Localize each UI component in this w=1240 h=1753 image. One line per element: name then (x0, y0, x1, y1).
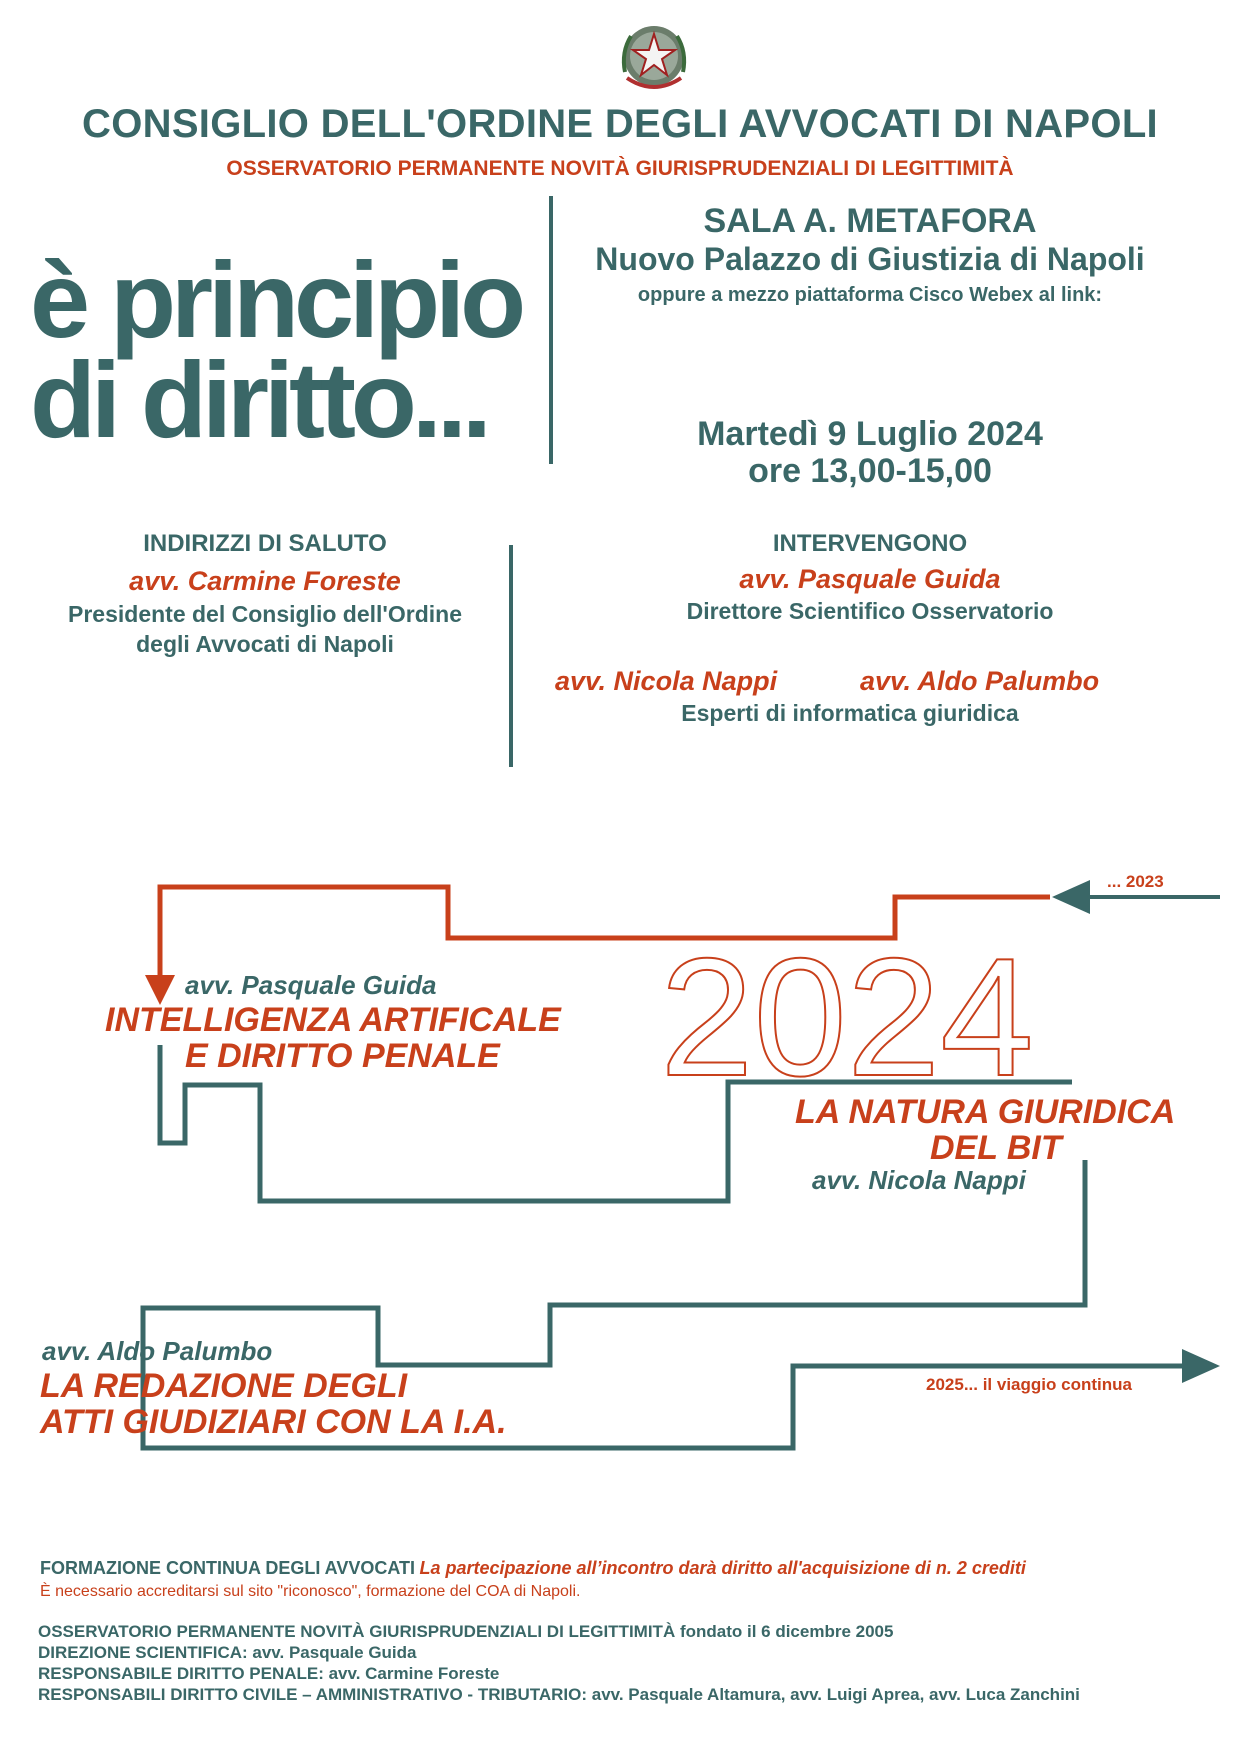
venue-building: Nuovo Palazzo di Giustizia di Napoli (595, 241, 1145, 277)
talk-2-title-line2: DEL BIT (930, 1129, 1062, 1167)
greetings-heading: INDIRIZZI DI SALUTO (143, 530, 387, 557)
training-line (40, 1558, 1220, 1579)
footer-line-1: OSSERVATORIO PERMANENTE NOVITÀ GIURISPRUDENZIALI DI LEGITTIMITÀ fondato il 6 dicembre 2005 (38, 1622, 894, 1641)
speaker-role-2: Esperti di informatica giuridica (681, 700, 1019, 726)
talk-1-title-line2: E DIRITTO PENALE (185, 1037, 500, 1075)
event-time: ore 13,00-15,00 (748, 452, 992, 490)
talk-1-speaker: avv. Pasquale Guida (185, 970, 437, 1000)
timeline-start-label: ... 2023 (1107, 872, 1164, 891)
training-label: FORMAZIONE CONTINUA DEGLI AVVOCATI (40, 1558, 415, 1578)
talk-3-title-line1: LA REDAZIONE DEGLI (40, 1367, 408, 1405)
event-name-line2: di diritto... (30, 339, 487, 460)
accreditation-note: È necessario accreditarsi sul sito "riconosco", formazione del COA di Napoli. (40, 1583, 581, 1600)
event-name-line1: è principio (30, 239, 522, 360)
arrow-right-icon (1182, 1349, 1220, 1383)
footer-line-4: RESPONSABILI DIRITTO CIVILE – AMMINISTRATIVO - TRIBUTARIO: avv. Pasquale Altamura, avv. Luigi Aprea, avv. Luca Zanchini (38, 1685, 1080, 1704)
talk-3-speaker: avv. Aldo Palumbo (42, 1336, 273, 1366)
talk-2-title-line1: LA NATURA GIURIDICA (795, 1093, 1176, 1131)
year-2024 (660, 940, 1060, 1085)
arrow-left-icon (1052, 880, 1090, 914)
year-text: 2024 (660, 940, 1034, 1085)
greetings-role-line2: degli Avvocati di Napoli (136, 631, 394, 657)
venue-online: oppure a mezzo piattaforma Cisco Webex al link: (637, 284, 1103, 306)
page-title: CONSIGLIO DELL'ORDINE DEGLI AVVOCATI DI NAPOLI (82, 102, 1158, 146)
footer-line-2: DIREZIONE SCIENTIFICA: avv. Pasquale Guida (38, 1643, 417, 1662)
speakers-heading: INTERVENGONO (772, 530, 968, 557)
speaker-name-2: avv. Nicola Nappi (555, 666, 778, 696)
speaker-name-1: avv. Pasquale Guida (739, 564, 1001, 594)
event-date: Martedì 9 Luglio 2024 (697, 415, 1043, 453)
greetings-name: avv. Carmine Foreste (129, 566, 401, 596)
talk-1-title-line1: INTELLIGENZA ARTIFICALE (105, 1001, 561, 1039)
talk-3-title-line2: ATTI GIUDIZIARI CON LA I.A. (40, 1403, 507, 1441)
timeline-end-label: 2025... il viaggio continua (926, 1375, 1132, 1394)
speaker-name-3: avv. Aldo Palumbo (860, 666, 1100, 696)
page-subtitle: OSSERVATORIO PERMANENTE NOVITÀ GIURISPRUDENZIALI DI LEGITTIMITÀ (226, 157, 1014, 180)
speaker-role-1: Direttore Scientifico Osservatorio (686, 598, 1054, 624)
greetings-role-line1: Presidente del Consiglio dell'Ordine (68, 601, 462, 627)
training-text: La partecipazione all’incontro darà diritto all'acquisizione di n. 2 crediti (419, 1558, 1026, 1578)
venue-room: SALA A. METAFORA (703, 202, 1037, 240)
talk-2-speaker: avv. Nicola Nappi (812, 1165, 1026, 1195)
footer-line-3: RESPONSABILE DIRITTO PENALE: avv. Carmine Foreste (38, 1664, 500, 1683)
